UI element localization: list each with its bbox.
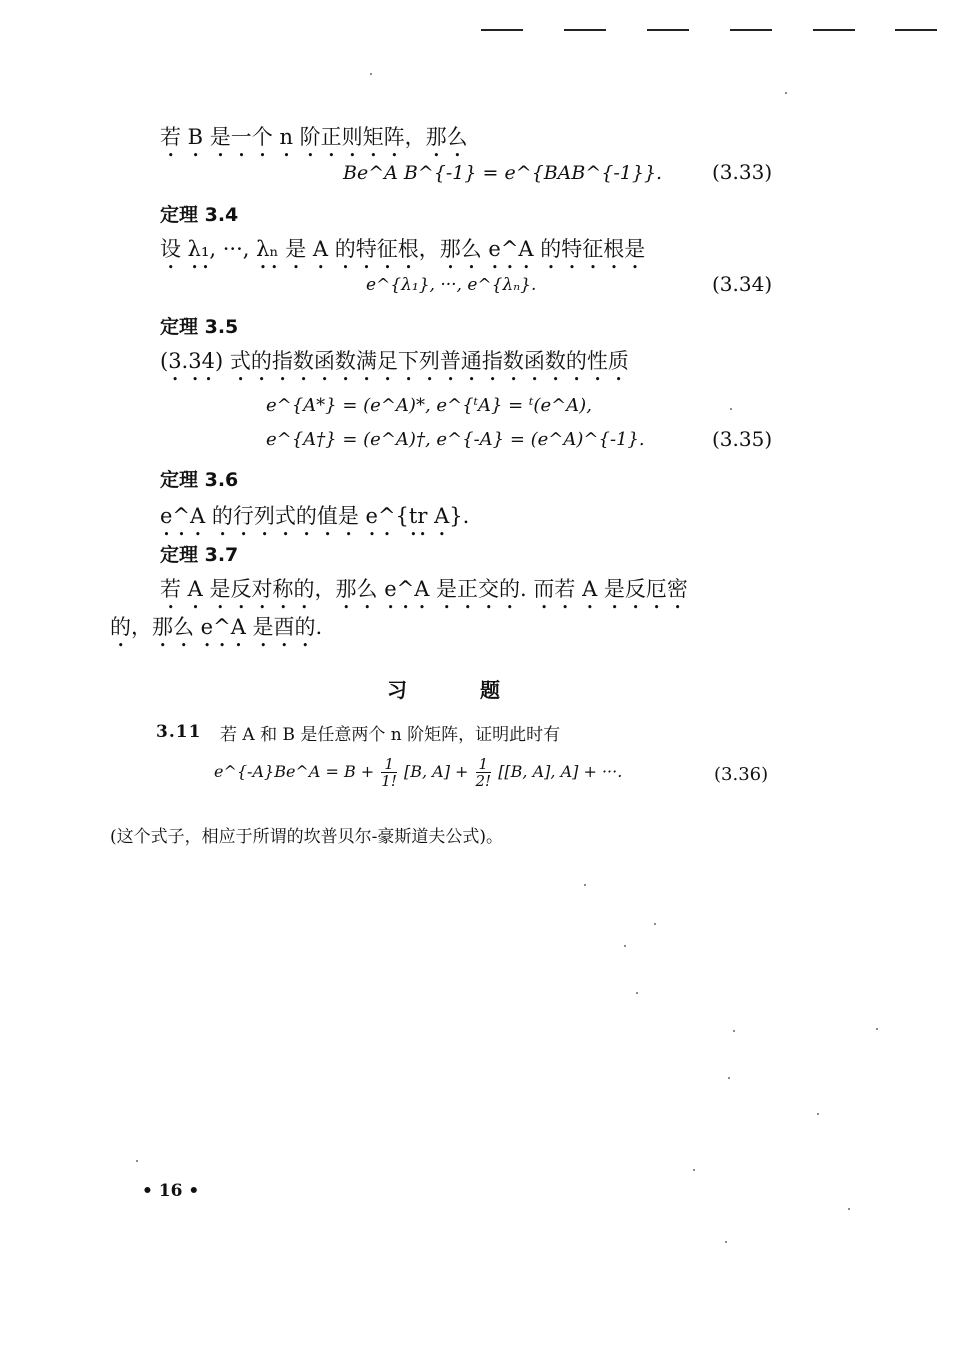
fraction-denominator: 2! xyxy=(475,772,492,790)
header-rule xyxy=(647,29,689,31)
formula-3-35-line1: e^{A*} = (e^A)*, e^{ᵗA} = ᵗ(e^A), xyxy=(266,395,592,416)
scan-speck xyxy=(584,884,586,886)
formula-3-35-line2: e^{A†} = (e^A)†, e^{-A} = (e^A)^{-1}. xyxy=(266,429,645,450)
fraction-denominator: 1! xyxy=(381,772,397,790)
header-rule xyxy=(564,29,606,31)
formula-middle: [B, A] + xyxy=(403,762,474,781)
equation-number: (3.36) xyxy=(714,764,769,785)
scan-speck xyxy=(725,1241,727,1243)
scan-speck xyxy=(728,1077,730,1079)
exercises-heading-right: 题 xyxy=(480,678,500,702)
formula-3-34: e^{λ₁}, ···, e^{λₙ}. xyxy=(366,275,537,295)
formula-rhs: [[B, A], A] + ···. xyxy=(498,762,623,781)
fraction xyxy=(476,756,492,789)
exercise-number: 3.11 xyxy=(156,722,202,742)
scan-speck xyxy=(785,92,787,94)
theorem-title: 定理 3.7 xyxy=(160,544,239,566)
theorem-title: 定理 3.6 xyxy=(160,469,239,491)
scan-speck xyxy=(876,1028,878,1030)
fraction xyxy=(381,756,397,789)
header-rule xyxy=(813,29,855,31)
header-rule xyxy=(730,29,772,31)
scan-speck xyxy=(817,1113,819,1115)
statement-line: 若 B 是一个 n 阶正则矩阵，那么 xyxy=(160,125,468,149)
scan-speck xyxy=(624,945,626,947)
exercise-text: 若 A 和 B 是任意两个 n 阶矩阵，证明此时有 xyxy=(220,725,561,745)
formula-lhs: e^{-A}Be^A = B + xyxy=(214,762,380,781)
fraction-numerator: 1 xyxy=(381,756,397,773)
equation-number: (3.35) xyxy=(712,427,773,451)
formula-3-36 xyxy=(214,756,622,789)
formula-3-33: Be^A B^{-1} = e^{BAB^{-1}}. xyxy=(343,162,663,184)
equation-number: (3.34) xyxy=(712,272,773,296)
theorem-statement: (3.34) 式的指数函数满足下列普通指数函数的性质 xyxy=(160,349,629,373)
scan-speck xyxy=(733,1030,735,1032)
theorem-statement-continued: 的，那么 e^A 是酉的. xyxy=(110,615,323,639)
page-number: • 16 • xyxy=(142,1181,200,1201)
scan-speck xyxy=(848,1208,850,1210)
scan-speck xyxy=(136,1160,138,1162)
header-rule xyxy=(481,29,523,31)
theorem-title: 定理 3.4 xyxy=(160,204,239,226)
scan-speck xyxy=(693,1169,695,1171)
equation-number: (3.33) xyxy=(712,160,773,184)
fraction-numerator: 1 xyxy=(476,756,492,773)
theorem-statement: e^A 的行列式的值是 e^{tr A}. xyxy=(160,504,470,528)
theorem-statement: 设 λ₁, ···, λₙ 是 A 的特征根，那么 e^A 的特征根是 xyxy=(160,237,646,261)
scan-speck xyxy=(654,923,656,925)
scan-speck xyxy=(730,408,732,410)
scan-speck xyxy=(636,992,638,994)
header-rule xyxy=(895,29,937,31)
theorem-title: 定理 3.5 xyxy=(160,316,239,338)
theorem-statement: 若 A 是反对称的，那么 e^A 是正交的. 而若 A 是反厄密 xyxy=(160,577,688,601)
exercise-note: (这个式子，相应于所谓的坎普贝尔-豪斯道夫公式)。 xyxy=(110,827,504,847)
exercises-heading-left: 习 xyxy=(387,678,407,702)
scan-speck xyxy=(370,73,372,75)
